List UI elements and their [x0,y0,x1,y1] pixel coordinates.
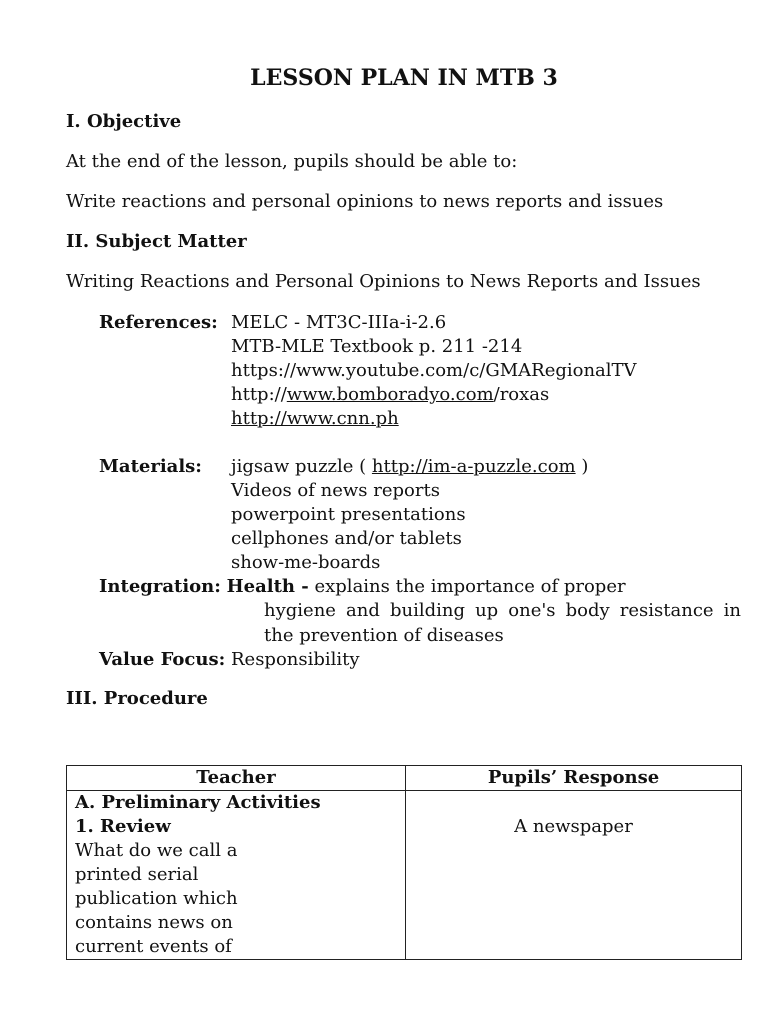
section-title: A. Preliminary Activities [75,792,321,813]
teacher-text-line: What do we call a [75,840,238,861]
integration-text: the prevention of diseases [264,625,504,646]
page-title: LESSON PLAN IN MTB 3 [250,65,558,91]
column-header-teacher: Teacher [67,766,406,791]
teacher-cell [67,791,406,960]
material-suffix: ) [575,456,589,477]
integration-text: hygiene and building up one's body resistance in [264,600,741,621]
material-item: Videos of news reports [231,480,440,501]
procedure-heading: III. Procedure [66,688,208,709]
teacher-text-line: current events of [75,936,232,957]
teacher-text-line: contains news on [75,912,233,933]
procedure-table [66,765,742,960]
reference-item [231,383,549,407]
reference-link[interactable]: http://www.cnn.ph [231,408,399,429]
material-item: powerpoint presentations [231,504,466,525]
objective-statement: Write reactions and personal opinions to news reports and issues [66,191,664,212]
references-label: References: [99,312,218,333]
integration-text: explains the importance of proper [314,576,626,597]
objective-heading: I. Objective [66,111,182,132]
column-header-pupils-response: Pupils’ Response [406,766,742,791]
integration-subject: Health - [226,576,309,597]
value-focus-line [99,648,360,672]
teacher-text-line: printed serial [75,864,199,885]
subject-matter-topic: Writing Reactions and Personal Opinions to News Reports and Issues [66,271,701,292]
table-header-row [67,766,742,791]
objective-intro: At the end of the lesson, pupils should be able to: [66,151,518,172]
teacher-text-line: publication which [75,888,238,909]
integration-line [99,575,626,599]
material-item: show-me-boards [231,552,381,573]
reference-item: https://www.youtube.com/c/GMARegionalTV [231,360,637,381]
subject-matter-heading: II. Subject Matter [66,231,247,252]
value-focus-text: Responsibility [230,649,360,670]
pupil-response-cell: A newspaper [406,791,742,960]
table-row [67,791,742,960]
material-prefix: jigsaw puzzle ( [231,456,372,477]
integration-label: Integration: [99,576,221,597]
material-item: cellphones and/or tablets [231,528,462,549]
material-link[interactable]: http://im-a-puzzle.com [371,456,576,477]
subsection-title: 1. Review [75,816,171,837]
reference-suffix: /roxas [493,384,550,405]
materials-label: Materials: [99,456,202,477]
value-focus-label: Value Focus: [99,649,226,670]
reference-prefix: http:// [231,384,287,405]
reference-item: MELC - MT3C-IIIa-i-2.6 [231,312,447,333]
material-item [231,455,588,479]
reference-link[interactable]: www.bomboradyo.com [286,384,494,405]
reference-item: MTB-MLE Textbook p. 211 -214 [231,336,523,357]
